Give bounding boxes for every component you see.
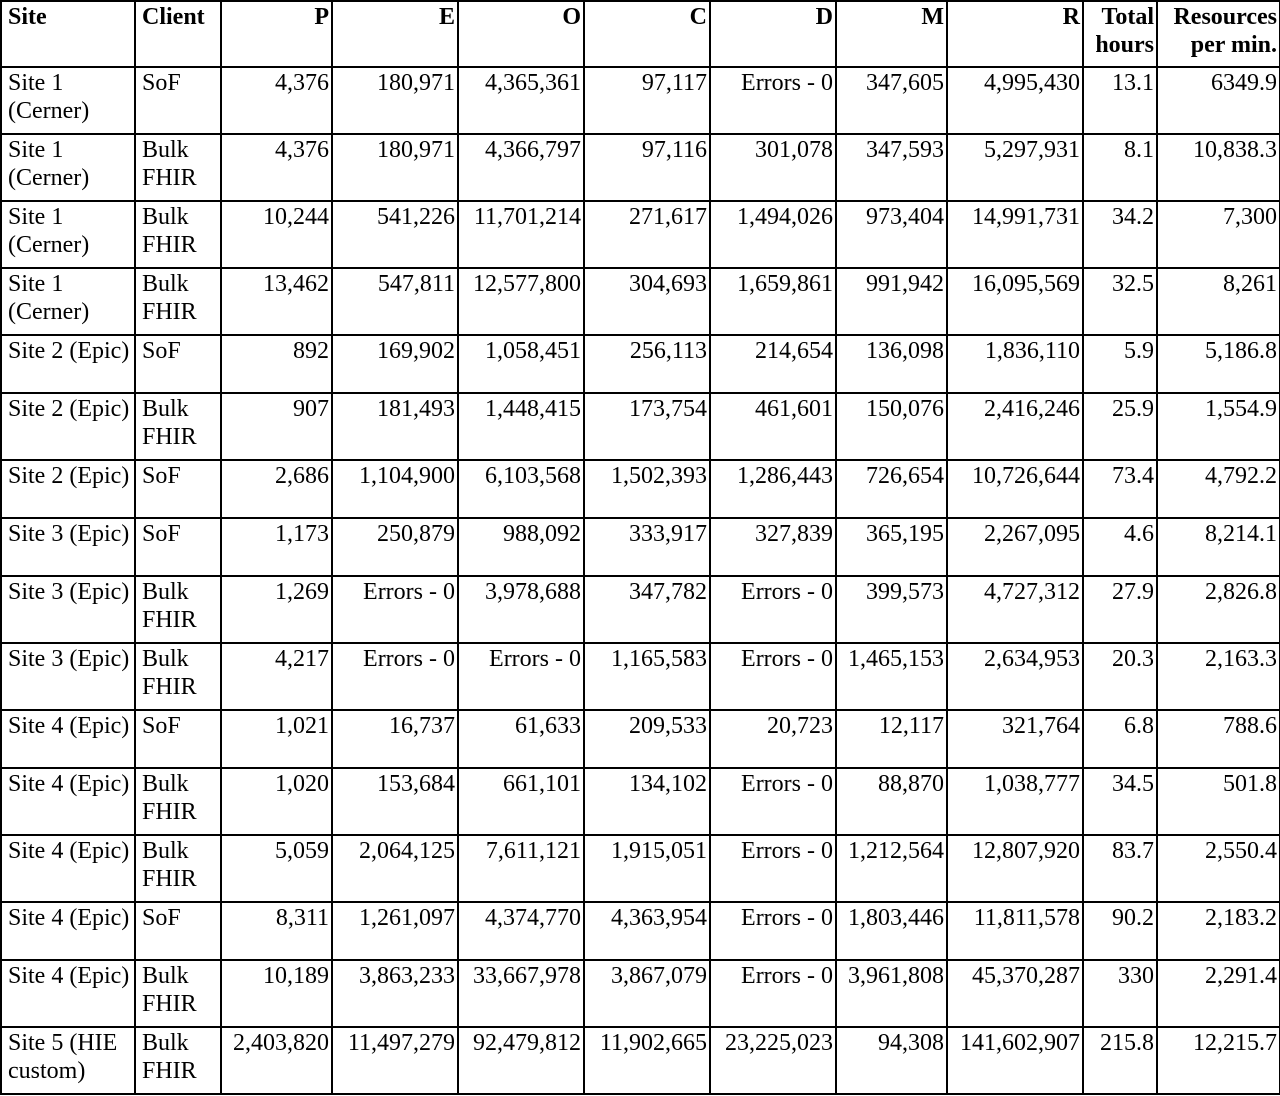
- cell-value: 10,244: [221, 201, 332, 268]
- cell-site: Site 4 (Epic): [1, 835, 135, 902]
- column-header-r: R: [947, 1, 1083, 67]
- cell-value: Errors - 0: [710, 643, 836, 710]
- cell-value: 33,667,978: [458, 960, 584, 1027]
- cell-value: 2,291.4: [1157, 960, 1280, 1027]
- column-header-o: O: [458, 1, 584, 67]
- cell-value: 12,807,920: [947, 835, 1083, 902]
- cell-value: 991,942: [836, 268, 947, 335]
- cell-value: Errors - 0: [710, 768, 836, 835]
- table-row: [1, 710, 1280, 768]
- cell-value: 7,300: [1157, 201, 1280, 268]
- cell-value: 1,836,110: [947, 335, 1083, 393]
- cell-value: 4,792.2: [1157, 460, 1280, 518]
- table-row: [1, 960, 1280, 1027]
- cell-value: 23,225,023: [710, 1027, 836, 1094]
- cell-value: 20.3: [1083, 643, 1157, 710]
- cell-value: 726,654: [836, 460, 947, 518]
- cell-value: 27.9: [1083, 576, 1157, 643]
- cell-value: 88,870: [836, 768, 947, 835]
- cell-site: Site 3 (Epic): [1, 643, 135, 710]
- cell-value: 250,879: [332, 518, 458, 576]
- table-row: [1, 335, 1280, 393]
- cell-site: Site 5 (HIE custom): [1, 1027, 135, 1094]
- cell-value: 61,633: [458, 710, 584, 768]
- cell-value: 2,686: [221, 460, 332, 518]
- cell-value: 256,113: [584, 335, 710, 393]
- cell-value: 13.1: [1083, 67, 1157, 134]
- cell-value: 6.8: [1083, 710, 1157, 768]
- cell-site: Site 1 (Cerner): [1, 67, 135, 134]
- table-row: [1, 1027, 1280, 1094]
- table-row: [1, 268, 1280, 335]
- cell-value: 153,684: [332, 768, 458, 835]
- cell-value: 333,917: [584, 518, 710, 576]
- cell-value: 347,782: [584, 576, 710, 643]
- cell-value: Errors - 0: [710, 835, 836, 902]
- column-header-site: Site: [1, 1, 135, 67]
- cell-client: SoF: [135, 518, 221, 576]
- cell-value: Errors - 0: [710, 902, 836, 960]
- cell-client: Bulk FHIR: [135, 268, 221, 335]
- table-row: [1, 67, 1280, 134]
- cell-value: 1,915,051: [584, 835, 710, 902]
- cell-value: 2,634,953: [947, 643, 1083, 710]
- cell-value: 907: [221, 393, 332, 460]
- cell-value: 8,214.1: [1157, 518, 1280, 576]
- cell-value: 347,605: [836, 67, 947, 134]
- cell-value: 973,404: [836, 201, 947, 268]
- cell-value: 10,189: [221, 960, 332, 1027]
- table-row: [1, 134, 1280, 201]
- cell-value: 2,403,820: [221, 1027, 332, 1094]
- cell-client: Bulk FHIR: [135, 835, 221, 902]
- cell-value: 92,479,812: [458, 1027, 584, 1094]
- cell-value: 1,038,777: [947, 768, 1083, 835]
- cell-value: 4,995,430: [947, 67, 1083, 134]
- cell-value: 11,701,214: [458, 201, 584, 268]
- cell-value: 73.4: [1083, 460, 1157, 518]
- cell-value: 1,286,443: [710, 460, 836, 518]
- cell-value: 547,811: [332, 268, 458, 335]
- cell-value: 90.2: [1083, 902, 1157, 960]
- cell-value: 7,611,121: [458, 835, 584, 902]
- cell-value: 2,183.2: [1157, 902, 1280, 960]
- cell-value: 45,370,287: [947, 960, 1083, 1027]
- cell-value: 4,376: [221, 67, 332, 134]
- cell-value: 32.5: [1083, 268, 1157, 335]
- cell-value: 1,104,900: [332, 460, 458, 518]
- cell-client: SoF: [135, 710, 221, 768]
- cell-value: Errors - 0: [332, 643, 458, 710]
- cell-value: 181,493: [332, 393, 458, 460]
- cell-value: 788.6: [1157, 710, 1280, 768]
- cell-value: 988,092: [458, 518, 584, 576]
- cell-value: 10,838.3: [1157, 134, 1280, 201]
- table-row: [1, 643, 1280, 710]
- cell-value: 14,991,731: [947, 201, 1083, 268]
- cell-value: 1,269: [221, 576, 332, 643]
- cell-site: Site 1 (Cerner): [1, 268, 135, 335]
- cell-value: 83.7: [1083, 835, 1157, 902]
- cell-site: Site 4 (Epic): [1, 902, 135, 960]
- cell-site: Site 3 (Epic): [1, 518, 135, 576]
- cell-client: Bulk FHIR: [135, 134, 221, 201]
- cell-value: 11,902,665: [584, 1027, 710, 1094]
- cell-value: 141,602,907: [947, 1027, 1083, 1094]
- cell-site: Site 1 (Cerner): [1, 201, 135, 268]
- cell-value: 2,416,246: [947, 393, 1083, 460]
- cell-value: 1,021: [221, 710, 332, 768]
- cell-value: 136,098: [836, 335, 947, 393]
- column-header-total-hours: Total hours: [1083, 1, 1157, 67]
- cell-value: 271,617: [584, 201, 710, 268]
- cell-value: 661,101: [458, 768, 584, 835]
- cell-value: 11,811,578: [947, 902, 1083, 960]
- cell-value: Errors - 0: [332, 576, 458, 643]
- cell-value: 215.8: [1083, 1027, 1157, 1094]
- cell-value: 5.9: [1083, 335, 1157, 393]
- cell-client: SoF: [135, 67, 221, 134]
- cell-value: 327,839: [710, 518, 836, 576]
- cell-value: 20,723: [710, 710, 836, 768]
- cell-value: 3,961,808: [836, 960, 947, 1027]
- cell-value: 6349.9: [1157, 67, 1280, 134]
- cell-value: 8.1: [1083, 134, 1157, 201]
- cell-value: 399,573: [836, 576, 947, 643]
- cell-value: 12,577,800: [458, 268, 584, 335]
- cell-value: 1,165,583: [584, 643, 710, 710]
- cell-client: Bulk FHIR: [135, 201, 221, 268]
- cell-value: Errors - 0: [458, 643, 584, 710]
- cell-value: 501.8: [1157, 768, 1280, 835]
- cell-value: Errors - 0: [710, 960, 836, 1027]
- column-header-e: E: [332, 1, 458, 67]
- cell-site: Site 1 (Cerner): [1, 134, 135, 201]
- cell-value: 1,502,393: [584, 460, 710, 518]
- table-row: [1, 902, 1280, 960]
- cell-value: 173,754: [584, 393, 710, 460]
- table-row: [1, 835, 1280, 902]
- cell-value: 1,058,451: [458, 335, 584, 393]
- cell-value: 214,654: [710, 335, 836, 393]
- cell-value: 134,102: [584, 768, 710, 835]
- cell-site: Site 4 (Epic): [1, 710, 135, 768]
- cell-value: 1,020: [221, 768, 332, 835]
- cell-value: 541,226: [332, 201, 458, 268]
- cell-value: 1,212,564: [836, 835, 947, 902]
- cell-value: 365,195: [836, 518, 947, 576]
- cell-value: 4.6: [1083, 518, 1157, 576]
- cell-value: 94,308: [836, 1027, 947, 1094]
- cell-value: 8,311: [221, 902, 332, 960]
- cell-value: 1,465,153: [836, 643, 947, 710]
- cell-site: Site 2 (Epic): [1, 393, 135, 460]
- cell-value: 16,095,569: [947, 268, 1083, 335]
- cell-site: Site 2 (Epic): [1, 335, 135, 393]
- cell-value: 4,365,361: [458, 67, 584, 134]
- cell-value: 321,764: [947, 710, 1083, 768]
- header-row: [1, 1, 1280, 67]
- cell-value: 2,163.3: [1157, 643, 1280, 710]
- cell-value: 11,497,279: [332, 1027, 458, 1094]
- cell-value: 169,902: [332, 335, 458, 393]
- cell-value: 4,374,770: [458, 902, 584, 960]
- cell-value: 12,117: [836, 710, 947, 768]
- cell-value: 1,803,446: [836, 902, 947, 960]
- cell-value: 4,363,954: [584, 902, 710, 960]
- cell-value: 2,550.4: [1157, 835, 1280, 902]
- cell-value: 347,593: [836, 134, 947, 201]
- cell-value: 5,297,931: [947, 134, 1083, 201]
- table-row: [1, 768, 1280, 835]
- cell-value: 3,867,079: [584, 960, 710, 1027]
- column-header-resources-per-min: Resources per min.: [1157, 1, 1280, 67]
- cell-value: 330: [1083, 960, 1157, 1027]
- cell-value: 10,726,644: [947, 460, 1083, 518]
- cell-value: 34.2: [1083, 201, 1157, 268]
- cell-site: Site 4 (Epic): [1, 768, 135, 835]
- cell-site: Site 4 (Epic): [1, 960, 135, 1027]
- cell-value: 13,462: [221, 268, 332, 335]
- cell-client: Bulk FHIR: [135, 643, 221, 710]
- cell-client: Bulk FHIR: [135, 960, 221, 1027]
- cell-value: 6,103,568: [458, 460, 584, 518]
- cell-site: Site 3 (Epic): [1, 576, 135, 643]
- column-header-c: C: [584, 1, 710, 67]
- cell-value: 1,448,415: [458, 393, 584, 460]
- table-row: [1, 460, 1280, 518]
- column-header-client: Client: [135, 1, 221, 67]
- table-row: [1, 201, 1280, 268]
- cell-value: 5,059: [221, 835, 332, 902]
- cell-client: Bulk FHIR: [135, 576, 221, 643]
- cell-value: 97,117: [584, 67, 710, 134]
- cell-client: SoF: [135, 902, 221, 960]
- cell-value: 2,826.8: [1157, 576, 1280, 643]
- table-row: [1, 576, 1280, 643]
- cell-value: 4,217: [221, 643, 332, 710]
- cell-value: 97,116: [584, 134, 710, 201]
- column-header-m: M: [836, 1, 947, 67]
- cell-value: 2,064,125: [332, 835, 458, 902]
- cell-value: 3,978,688: [458, 576, 584, 643]
- cell-value: 1,494,026: [710, 201, 836, 268]
- cell-value: 4,376: [221, 134, 332, 201]
- cell-value: 8,261: [1157, 268, 1280, 335]
- column-header-p: P: [221, 1, 332, 67]
- cell-value: 180,971: [332, 67, 458, 134]
- table-row: [1, 393, 1280, 460]
- cell-client: SoF: [135, 335, 221, 393]
- cell-value: 4,366,797: [458, 134, 584, 201]
- cell-client: Bulk FHIR: [135, 1027, 221, 1094]
- cell-value: 1,659,861: [710, 268, 836, 335]
- cell-client: Bulk FHIR: [135, 768, 221, 835]
- cell-value: 12,215.7: [1157, 1027, 1280, 1094]
- table-body: [1, 67, 1280, 1094]
- cell-site: Site 2 (Epic): [1, 460, 135, 518]
- cell-value: 1,261,097: [332, 902, 458, 960]
- cell-value: 209,533: [584, 710, 710, 768]
- cell-value: 4,727,312: [947, 576, 1083, 643]
- cell-value: 1,173: [221, 518, 332, 576]
- cell-client: SoF: [135, 460, 221, 518]
- cell-value: 5,186.8: [1157, 335, 1280, 393]
- table-row: [1, 518, 1280, 576]
- cell-value: 461,601: [710, 393, 836, 460]
- cell-value: 180,971: [332, 134, 458, 201]
- column-header-d: D: [710, 1, 836, 67]
- cell-value: 16,737: [332, 710, 458, 768]
- cell-value: 304,693: [584, 268, 710, 335]
- cell-client: Bulk FHIR: [135, 393, 221, 460]
- cell-value: 25.9: [1083, 393, 1157, 460]
- cell-value: Errors - 0: [710, 67, 836, 134]
- cell-value: 301,078: [710, 134, 836, 201]
- cell-value: 892: [221, 335, 332, 393]
- cell-value: 150,076: [836, 393, 947, 460]
- cell-value: 34.5: [1083, 768, 1157, 835]
- cell-value: 3,863,233: [332, 960, 458, 1027]
- cell-value: 2,267,095: [947, 518, 1083, 576]
- cell-value: 1,554.9: [1157, 393, 1280, 460]
- cell-value: Errors - 0: [710, 576, 836, 643]
